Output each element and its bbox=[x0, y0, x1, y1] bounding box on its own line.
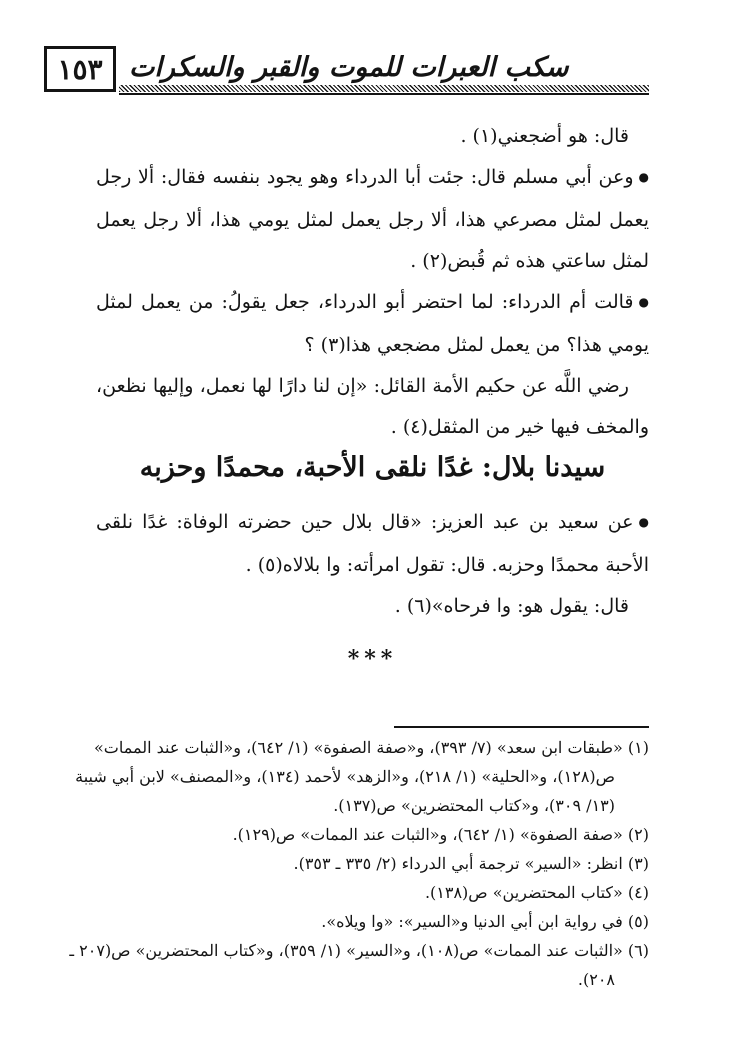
paragraph-5 bbox=[96, 502, 649, 586]
main-text-top bbox=[96, 116, 649, 448]
bullet-icon: ● bbox=[638, 295, 649, 309]
bullet-icon: ● bbox=[638, 170, 649, 184]
section-separator-stars: *** bbox=[347, 646, 398, 672]
footnote-2: (٢) «صفة الصفوة» (١/ ٦٤٢)، و«الثبات عند الممات» ص(١٢٩). bbox=[232, 825, 649, 844]
footnote-4: (٤) «كتاب المحتضرين» ص(١٣٨). bbox=[424, 883, 649, 902]
section-heading: سيدنا بلال: غدًا نلقى الأحبة، محمدًا وحزبه bbox=[139, 452, 606, 483]
paragraph-2-text: وعن أبي مسلم قال: جئت أبا الدرداء وهو يجود بنفسه فقال: ألا رجل يعمل لمثل مصرعي هذا، ألا رجل يعمل لمثل يومي هذا، ألا رجل يعمل لمثل ساعتي هذه ثم قُبض(٢) . bbox=[96, 166, 649, 272]
page-number-box bbox=[44, 46, 116, 92]
footnote-1-line-2: ص(١٢٨)، و«الحلية» (١/ ٢١٨)، و«الزهد» لأحمد (١٣٤)، و«المصنف» لابن أبي شيبة bbox=[75, 767, 615, 786]
paragraph-3-text: قالت أم الدرداء: لما احتضر أبو الدرداء، جعل يقولُ: من يعمل لمثل يومي هذا؟ من يعمل لمثل مضجعي هذا(٣) ؟ bbox=[96, 291, 649, 356]
page-number: ١٥٣ bbox=[57, 52, 103, 86]
footnote-5: (٥) في رواية ابن أبي الدنيا و«السير»: «وا ويلاه». bbox=[321, 912, 649, 931]
footnote-1-line-1: (١) «طبقات ابن سعد» (٧/ ٣٩٣)، و«صفة الصفوة» (١/ ٦٤٢)، و«الثبات عند الممات» bbox=[94, 738, 649, 757]
footnote-6-line-2: ٢٠٨). bbox=[577, 970, 615, 989]
paragraph-1: قال: هو أضجعني(١) . bbox=[460, 125, 629, 147]
running-header-title: سكب العبرات للموت والقبر والسكرات bbox=[129, 52, 569, 83]
header-rule-line bbox=[119, 93, 649, 95]
footnote-rule bbox=[394, 726, 649, 728]
bullet-icon: ● bbox=[638, 515, 649, 529]
paragraph-4: رضي اللَّه عن حكيم الأمة القائل: «إن لنا دارًا لها نعمل، وإليها نظعن، والمخف فيها خير من المثقل(٤) . bbox=[96, 375, 649, 438]
header-hatched-rule bbox=[119, 85, 649, 92]
paragraph-5-text: عن سعيد بن عبد العزيز: «قال بلال حين حضرته الوفاة: غدًا نلقى الأحبة محمدًا وحزبه. قال: تقول امرأته: وا بلالاه(٥) . bbox=[96, 511, 649, 576]
paragraph-6: قال: يقول هو: وا فرحاه»(٦) . bbox=[394, 595, 629, 617]
main-text-bottom bbox=[96, 502, 649, 627]
footnotes bbox=[69, 733, 649, 994]
paragraph-2 bbox=[96, 157, 649, 282]
paragraph-3 bbox=[96, 282, 649, 366]
footnote-3: (٣) انظر: «السير» ترجمة أبي الدرداء (٢/ ٣٣٥ ـ ٣٥٣). bbox=[293, 854, 649, 873]
footnote-1-line-3: (١٣/ ٣٠٩)، و«كتاب المحتضرين» ص(١٣٧). bbox=[333, 796, 615, 815]
footnote-6-line-1: (٦) «الثبات عند الممات» ص(١٠٨)، و«السير» (١/ ٣٥٩)، و«كتاب المحتضرين» ص(٢٠٧ ـ bbox=[69, 941, 649, 960]
